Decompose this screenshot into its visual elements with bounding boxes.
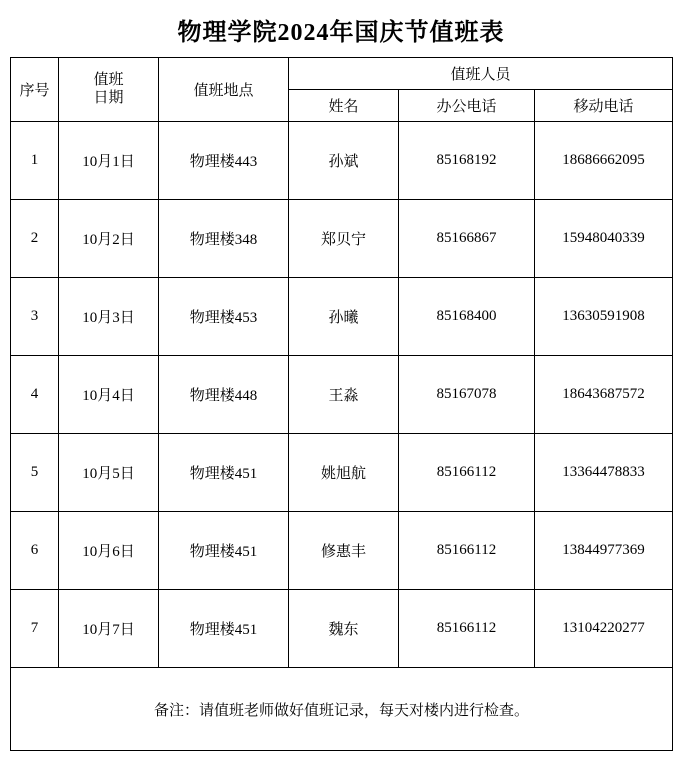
cell-mobile-phone: 13364478833: [535, 434, 673, 512]
cell-date: 10月3日: [59, 278, 159, 356]
cell-seq: 1: [11, 122, 59, 200]
page-title: 物理学院2024年国庆节值班表: [177, 20, 505, 46]
cell-date: 10月5日: [59, 434, 159, 512]
cell-mobile-phone: 13104220277: [535, 590, 673, 668]
cell-seq: 5: [11, 434, 59, 512]
header-office-phone: 办公电话: [399, 90, 535, 122]
cell-office-phone: 85168192: [399, 122, 535, 200]
cell-place: 物理楼451: [159, 434, 289, 512]
header-mobile-phone: 移动电话: [535, 90, 673, 122]
cell-name: 郑贝宁: [289, 200, 399, 278]
header-personnel-group: 值班人员: [289, 58, 673, 90]
cell-name: 姚旭航: [289, 434, 399, 512]
table-header: [11, 58, 673, 122]
cell-mobile-phone: 13630591908: [535, 278, 673, 356]
cell-office-phone: 85166112: [399, 434, 535, 512]
table-row: [11, 200, 673, 278]
cell-place: 物理楼451: [159, 590, 289, 668]
cell-office-phone: 85168400: [399, 278, 535, 356]
cell-date: 10月7日: [59, 590, 159, 668]
cell-date: 10月6日: [59, 512, 159, 590]
cell-name: 魏东: [289, 590, 399, 668]
table-header-row-1: [11, 58, 673, 90]
cell-seq: 4: [11, 356, 59, 434]
header-date-line2: 日期: [93, 89, 124, 106]
cell-seq: 2: [11, 200, 59, 278]
cell-mobile-phone: 18686662095: [535, 122, 673, 200]
cell-name: 王淼: [289, 356, 399, 434]
header-place: 值班地点: [159, 58, 289, 122]
cell-place: 物理楼451: [159, 512, 289, 590]
cell-office-phone: 85166112: [399, 512, 535, 590]
cell-mobile-phone: 13844977369: [535, 512, 673, 590]
table-row: [11, 434, 673, 512]
table-body: [11, 122, 673, 751]
cell-office-phone: 85167078: [399, 356, 535, 434]
header-date-line1: 值班: [93, 72, 124, 89]
cell-place: 物理楼453: [159, 278, 289, 356]
table-row: [11, 122, 673, 200]
table-row: [11, 278, 673, 356]
cell-place: 物理楼348: [159, 200, 289, 278]
header-name: 姓名: [289, 90, 399, 122]
cell-seq: 7: [11, 590, 59, 668]
table-row: [11, 590, 673, 668]
duty-schedule-table: [10, 57, 673, 751]
table-note-row: [11, 668, 673, 751]
cell-mobile-phone: 15948040339: [535, 200, 673, 278]
cell-place: 物理楼443: [159, 122, 289, 200]
cell-seq: 3: [11, 278, 59, 356]
cell-office-phone: 85166112: [399, 590, 535, 668]
table-row: [11, 512, 673, 590]
cell-office-phone: 85166867: [399, 200, 535, 278]
table-row: [11, 356, 673, 434]
cell-date: 10月1日: [59, 122, 159, 200]
cell-date: 10月2日: [59, 200, 159, 278]
cell-name: 孙曦: [289, 278, 399, 356]
cell-mobile-phone: 18643687572: [535, 356, 673, 434]
header-date: [59, 58, 159, 122]
cell-place: 物理楼448: [159, 356, 289, 434]
cell-date: 10月4日: [59, 356, 159, 434]
cell-seq: 6: [11, 512, 59, 590]
cell-name: 孙斌: [289, 122, 399, 200]
header-seq: 序号: [11, 58, 59, 122]
note-text: 备注：请值班老师做好值班记录，每天对楼内进行检查。: [11, 668, 673, 751]
cell-name: 修惠丰: [289, 512, 399, 590]
